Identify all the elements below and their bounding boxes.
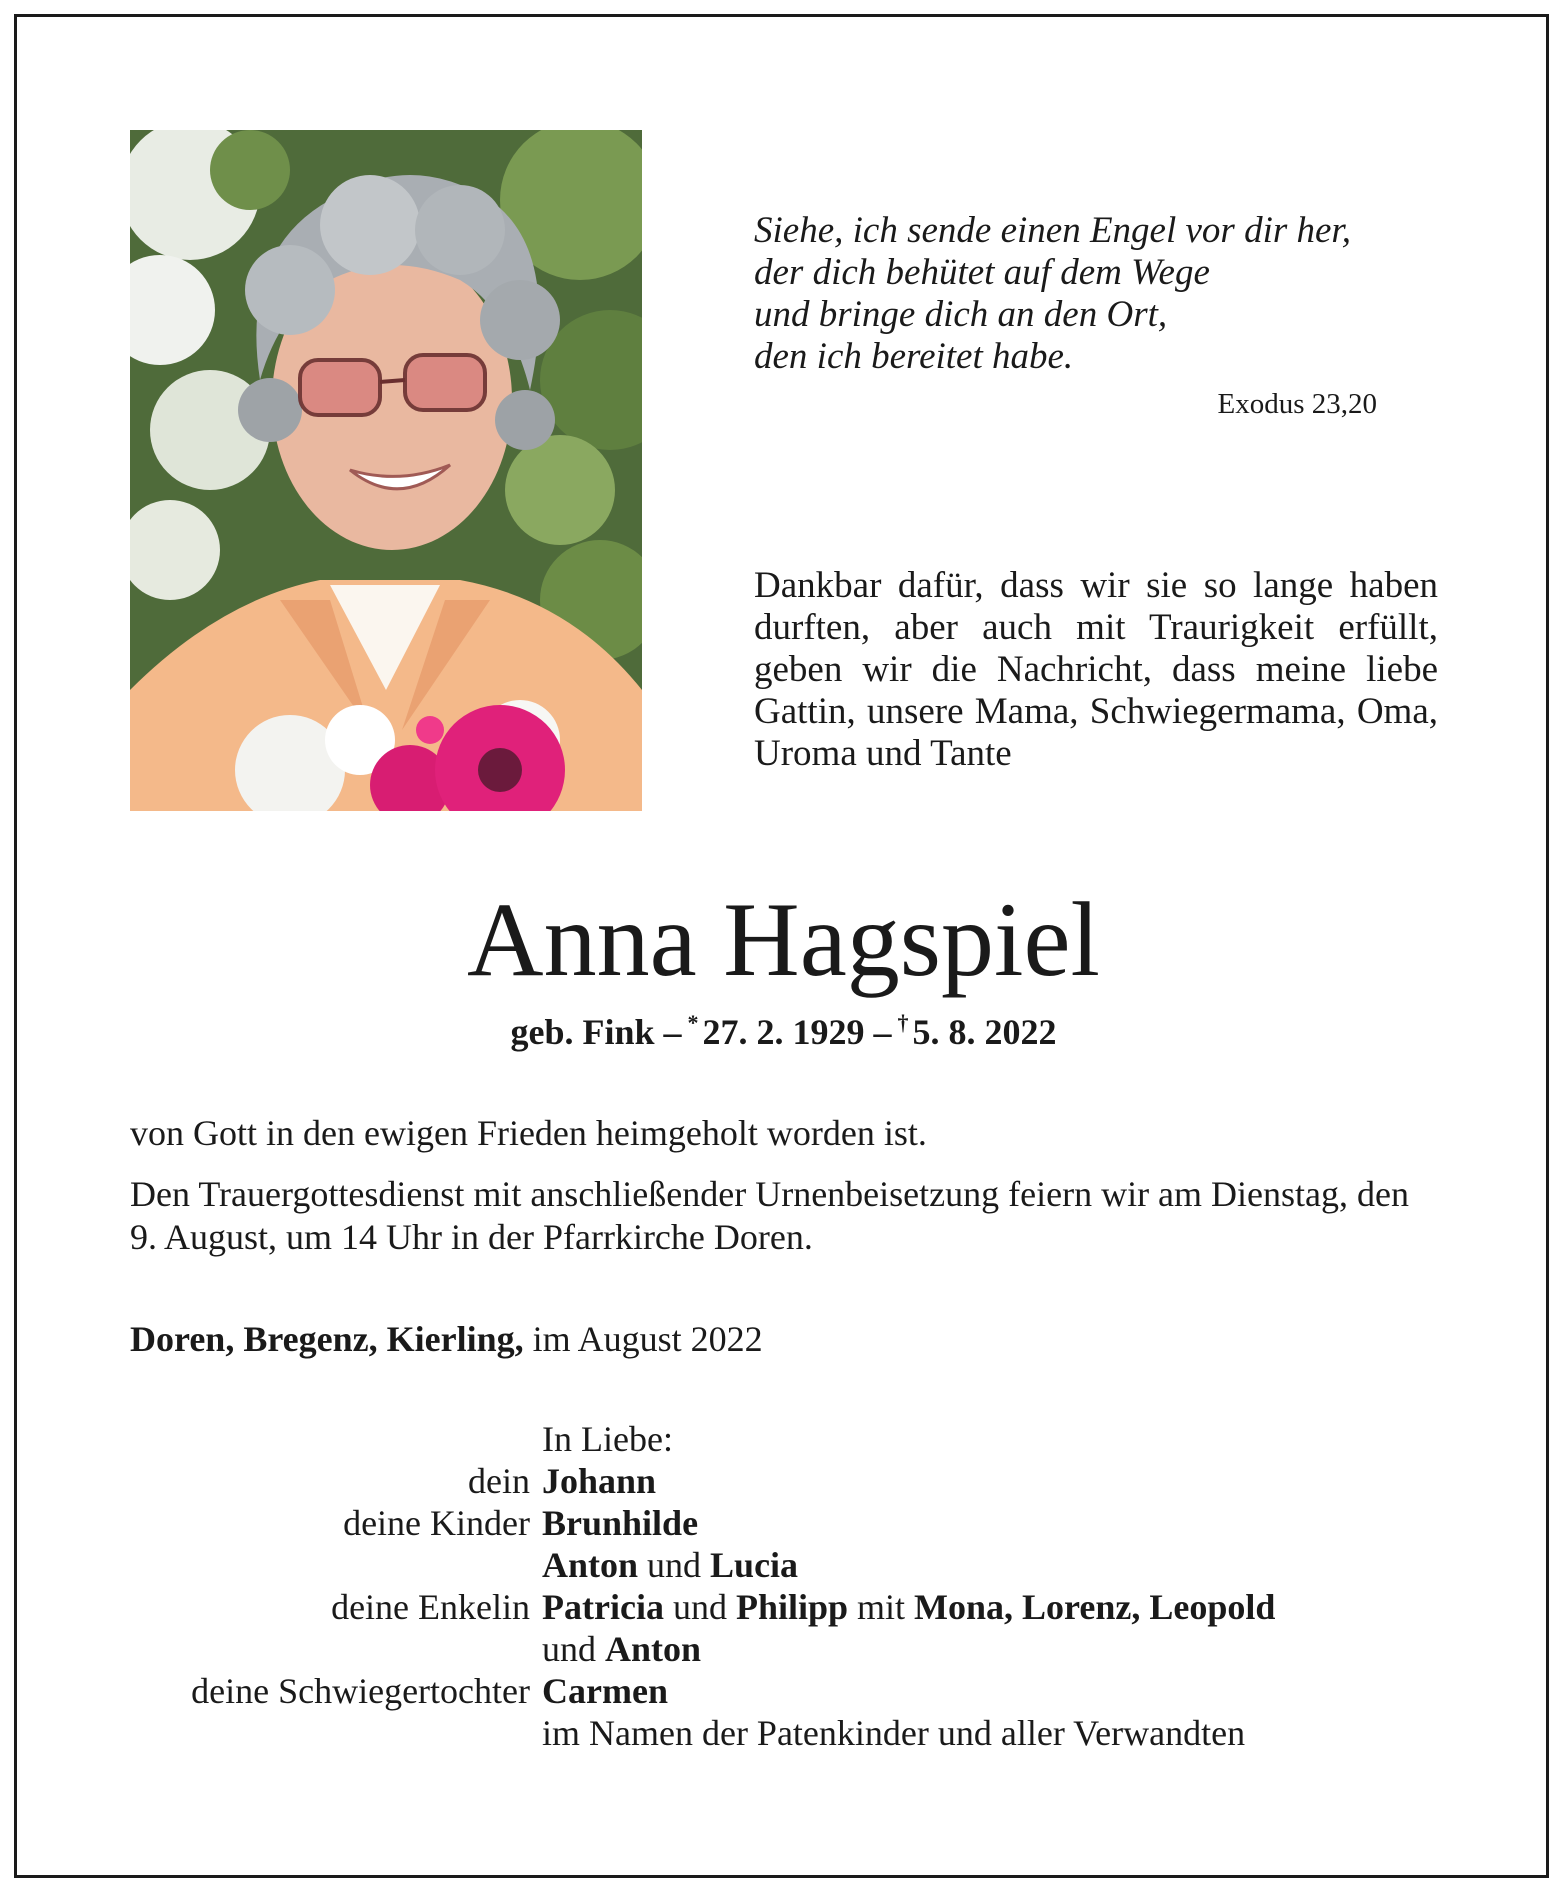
dash: – xyxy=(873,1012,892,1052)
mourner-row xyxy=(130,1670,1440,1712)
closing-line: im Namen der Patenkinder und aller Verwandten xyxy=(542,1713,1246,1753)
connector: mit xyxy=(857,1587,906,1627)
relation-label: dein xyxy=(468,1461,530,1501)
mourner-row xyxy=(130,1460,1440,1502)
verse-line: der dich behütet auf dem Wege xyxy=(754,252,1210,293)
verse-reference: Exodus 23,20 xyxy=(1217,388,1377,420)
signature-heading: In Liebe: xyxy=(542,1419,673,1459)
mourner-row xyxy=(130,1628,1440,1670)
death-date: 5. 8. 2022 xyxy=(912,1012,1057,1052)
intro-text: Dankbar dafür, dass wir sie so lange haben durften, aber auch mit Traurigkeit erfüllt, geben wir die Nachricht, dass meine liebe Gattin, unsere Mama, Schwiegermama, Oma, Uroma und Tante xyxy=(754,565,1438,774)
deceased-name: Anna Hagspiel xyxy=(467,881,1100,998)
mourner-row xyxy=(130,1544,1440,1586)
portrait-photo xyxy=(130,130,642,811)
mourner-name: Patricia xyxy=(542,1587,664,1627)
verse-line: und bringe dich an den Ort, xyxy=(754,294,1168,335)
place-and-date xyxy=(130,1318,1440,1361)
mourner-name: Anton xyxy=(605,1629,702,1669)
mourner-name: Anton xyxy=(542,1545,639,1585)
mourner-name: Johann xyxy=(542,1461,657,1501)
mourner-name: Philipp xyxy=(735,1587,849,1627)
signature-heading-row xyxy=(130,1418,1440,1460)
verse-line: Siehe, ich sende einen Engel vor dir her, xyxy=(754,210,1351,251)
mourner-name: Mona, Lorenz, Leopold xyxy=(914,1587,1276,1627)
dash: – xyxy=(663,1012,682,1052)
birth-name: geb. Fink xyxy=(510,1012,655,1052)
connector: und xyxy=(542,1629,596,1669)
mourner-name: Lucia xyxy=(710,1545,799,1585)
mourners-list xyxy=(130,1418,1440,1754)
connector: und xyxy=(647,1545,702,1585)
mourner-name: Brunhilde xyxy=(542,1503,699,1543)
relation-label: deine Enkelin xyxy=(331,1587,530,1627)
mourner-row xyxy=(130,1502,1440,1544)
connector: und xyxy=(672,1587,727,1627)
funeral-service-info: Den Trauergottesdienst mit anschließender Urnenbeisetzung feiern wir am Dienstag, den 9. August, um 14 Uhr in der Pfarrkirche Doren. xyxy=(130,1174,1409,1257)
relation-label: deine Kinder xyxy=(343,1503,530,1543)
passing-statement: von Gott in den ewigen Frieden heimgeholt worden ist. xyxy=(130,1113,927,1153)
verse-line: den ich bereitet habe. xyxy=(754,336,1074,377)
mourner-name: Carmen xyxy=(542,1671,668,1711)
mourner-row xyxy=(130,1586,1440,1628)
month-year: im August 2022 xyxy=(532,1319,763,1359)
bible-verse xyxy=(754,210,1394,378)
birth-symbol: * xyxy=(687,1010,699,1035)
birth-date: 27. 2. 1929 xyxy=(702,1012,865,1052)
life-dates xyxy=(0,1010,1567,1053)
death-symbol: † xyxy=(897,1010,909,1035)
towns: Doren, Bregenz, Kierling, xyxy=(130,1319,524,1359)
mourner-row xyxy=(130,1712,1440,1754)
relation-label: deine Schwiegertochter xyxy=(191,1671,530,1711)
